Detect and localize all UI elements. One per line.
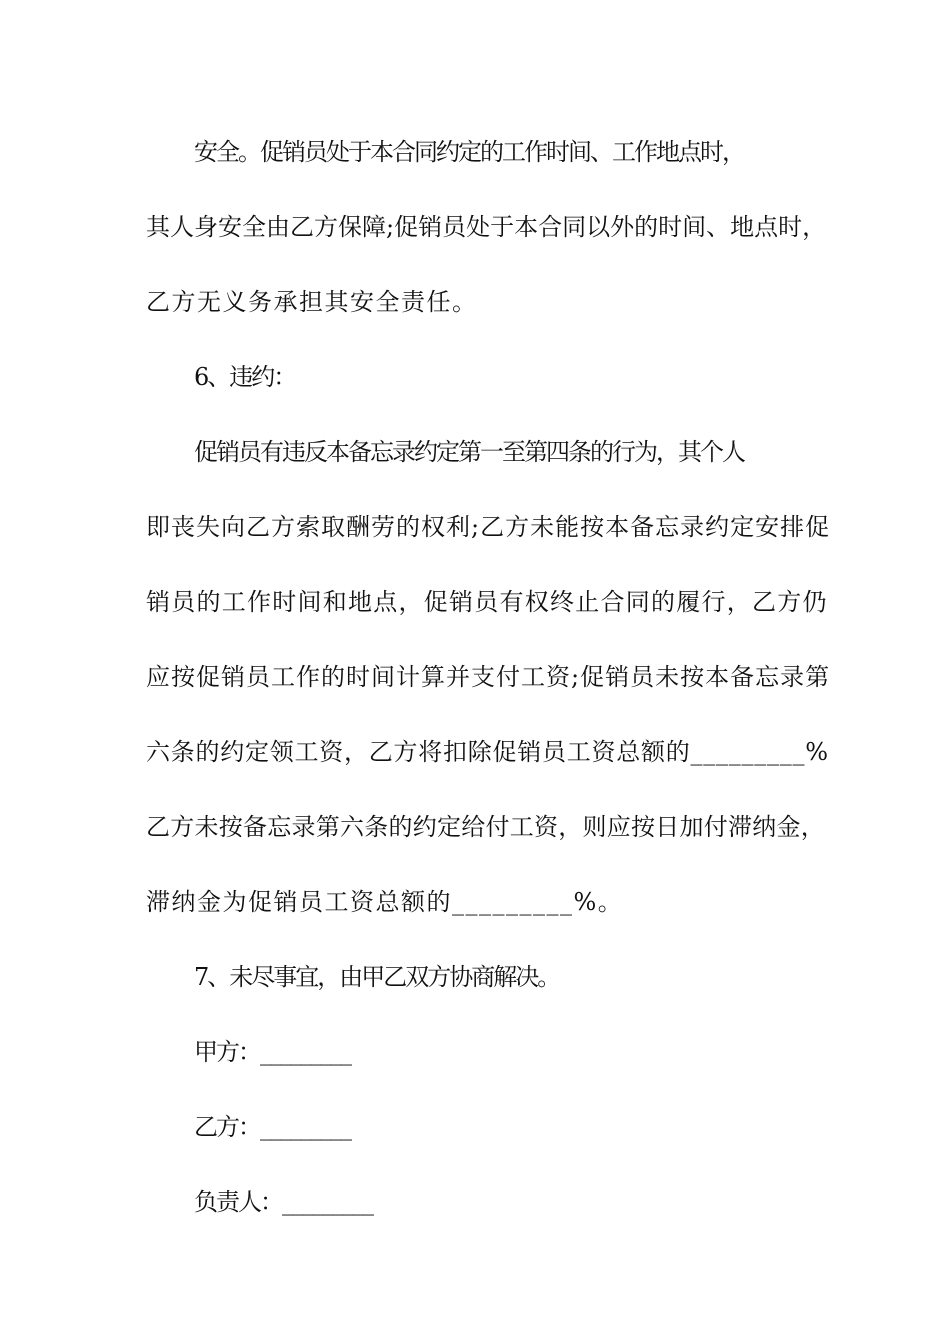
text-line: 乙方未按备忘录第六条的约定给付工资，则应按日加付滞纳金， xyxy=(146,813,825,841)
text-line: 即丧失向乙方索取酬劳的权利;乙方未能按本备忘录约定安排促 xyxy=(146,513,831,541)
text-line: 滞纳金为促销员工资总额的_________%。 xyxy=(146,888,624,916)
signature-responsible-person: 负责人：_________ xyxy=(194,1188,372,1216)
text-line: 其人身安全由乙方保障;促销员处于本合同以外的时间、地点时， xyxy=(146,213,827,241)
text-line: 应按促销员工作的时间计算并支付工资;促销员未按本备忘录第 xyxy=(146,663,831,691)
text-line: 促销员有违反本备忘录约定第一至第四条的行为，其个人 xyxy=(194,438,744,466)
text-line: 销员的工作时间和地点，促销员有权终止合同的履行，乙方仍 xyxy=(146,588,828,616)
section-heading: 6、违约： xyxy=(194,363,296,391)
text-line: 安全。促销员处于本合同约定的工作时间、工作地点时， xyxy=(194,138,744,166)
signature-party-a: 甲方：_________ xyxy=(194,1038,350,1066)
text-line: 六条的约定领工资，乙方将扣除促销员工资总额的_________% xyxy=(146,738,829,766)
signature-party-b: 乙方：_________ xyxy=(194,1113,350,1141)
section-heading: 7、未尽事宜，由甲乙双方协商解决。 xyxy=(194,963,560,991)
text-line: 乙方无义务承担其安全责任。 xyxy=(146,288,478,316)
